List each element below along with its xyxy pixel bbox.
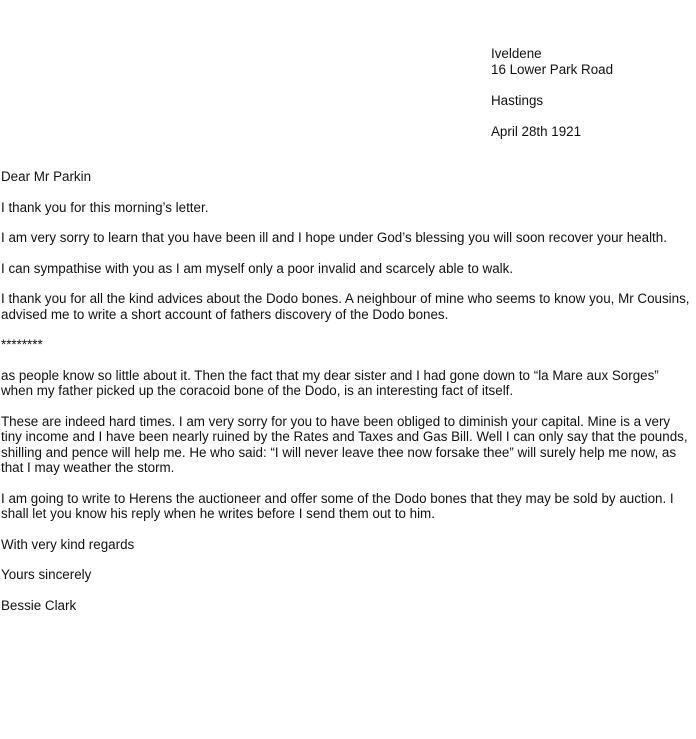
address-house: Iveldene	[491, 46, 542, 61]
paragraph: I can sympathise with you as I am myself only a poor invalid and scarcely able to walk.	[1, 260, 514, 276]
sender-address	[491, 46, 691, 139]
paragraph: I thank you for this morning’s letter.	[1, 199, 209, 215]
signature: Bessie Clark	[1, 597, 77, 613]
signoff: Yours sincerely	[1, 567, 92, 582]
closing: With very kind regards	[1, 536, 135, 552]
letter-body	[1, 169, 694, 628]
address-town: Hastings	[491, 92, 544, 108]
address-street: 16 Lower Park Road	[491, 61, 614, 77]
paragraph: These are indeed hard times. I am very sorry for you to have been obliged to diminish your capital. Mine is a very tiny income and I have been nearly ruined by the Rates and Taxes and Gas Bill. Well I can only say that the pounds, shilling and pence will help me. He who said: “I will never leave thee now forsake thee” will surely help me now, as that I may weather the storm.	[1, 413, 688, 475]
paragraph: I am very sorry to learn that you have been ill and I hope under God’s blessing you will soon recover your health.	[1, 230, 667, 245]
letter-date: April 28th 1921	[491, 123, 582, 139]
paragraph: I am going to write to Herens the auctioneer and offer some of the Dodo bones that they may be sold by auction. I shall let you know his reply when he writes before I send them out to him.	[1, 490, 674, 521]
salutation: Dear Mr Parkin	[1, 169, 92, 184]
separator-asterisks: ********	[1, 337, 43, 352]
paragraph: as people know so little about it. Then the fact that my dear sister and I had gone down to “la Mare aux Sorges” when my father picked up the coracoid bone of the Dodo, is an interesting fact of itself.	[1, 367, 659, 398]
paragraph: I thank you for all the kind advices about the Dodo bones. A neighbour of mine who seems to know you, Mr Cousins, advised me to write a short account of fathers discovery of the Dodo bones.	[1, 291, 690, 322]
